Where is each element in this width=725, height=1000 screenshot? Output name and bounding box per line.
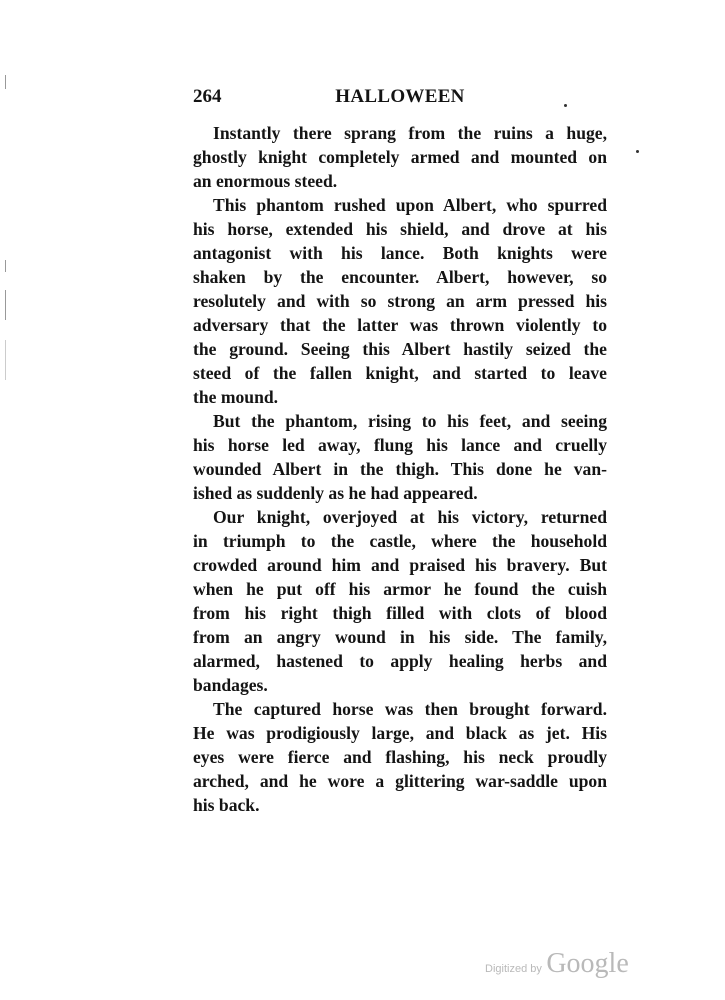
watermark-brand: Google xyxy=(546,948,629,979)
text-line: his back. xyxy=(193,795,260,815)
paragraph xyxy=(193,193,607,409)
text-line: alarmed, hastened to apply healing herbs and xyxy=(193,651,607,671)
text-line: bandages. xyxy=(193,675,268,695)
text-line: This phantom rushed upon Albert, who spurred xyxy=(213,195,607,215)
text-line: shaken by the encounter. Albert, however, so xyxy=(193,267,607,287)
text-line: his horse, extended his shield, and drove at his xyxy=(193,219,607,239)
text-line: from his right thigh filled with clots of blood xyxy=(193,603,607,623)
text-line: in triumph to the castle, where the household xyxy=(193,531,607,551)
scan-margin-mark xyxy=(5,260,6,272)
scan-margin-mark xyxy=(5,340,6,380)
text-line: his horse led away, flung his lance and cruelly xyxy=(193,435,607,455)
google-watermark xyxy=(485,948,629,980)
scan-margin-mark xyxy=(5,75,6,89)
page-number: 264 xyxy=(193,86,222,107)
text-line: eyes were fierce and flashing, his neck proudly xyxy=(193,747,607,767)
page-body xyxy=(193,121,607,817)
scan-speck xyxy=(564,104,567,107)
paragraph xyxy=(193,697,607,817)
text-line: crowded around him and praised his bravery. But xyxy=(193,555,607,575)
paragraph xyxy=(193,409,607,505)
text-line: ished as suddenly as he had appeared. xyxy=(193,483,478,503)
text-line: He was prodigiously large, and black as jet. His xyxy=(193,723,607,743)
text-line: adversary that the latter was thrown violently to xyxy=(193,315,607,335)
paragraph xyxy=(193,505,607,697)
text-line: Instantly there sprang from the ruins a huge, xyxy=(213,123,607,143)
text-line: wounded Albert in the thigh. This done he van- xyxy=(193,459,607,479)
text-line: the mound. xyxy=(193,387,279,407)
running-title: HALLOWEEN xyxy=(335,86,465,107)
text-line: antagonist with his lance. Both knights were xyxy=(193,243,607,263)
text-line: The captured horse was then brought forward. xyxy=(213,699,607,719)
scan-margin-mark xyxy=(5,290,6,320)
running-header xyxy=(193,86,607,110)
text-line: Our knight, overjoyed at his victory, returned xyxy=(213,507,607,527)
text-line: resolutely and with so strong an arm pressed his xyxy=(193,291,607,311)
watermark-prefix: Digitized by xyxy=(485,963,542,975)
text-line: when he put off his armor he found the cuish xyxy=(193,579,607,599)
paragraph xyxy=(193,121,607,193)
text-line: from an angry wound in his side. The family, xyxy=(193,627,607,647)
text-line: the ground. Seeing this Albert hastily seized the xyxy=(193,339,607,359)
text-line: steed of the fallen knight, and started to leave xyxy=(193,363,607,383)
text-line: arched, and he wore a glittering war-saddle upon xyxy=(193,771,607,791)
text-line: But the phantom, rising to his feet, and seeing xyxy=(213,411,607,431)
text-line: an enormous steed. xyxy=(193,171,338,191)
text-line: ghostly knight completely armed and mounted on xyxy=(193,147,607,167)
scan-speck xyxy=(636,150,639,153)
